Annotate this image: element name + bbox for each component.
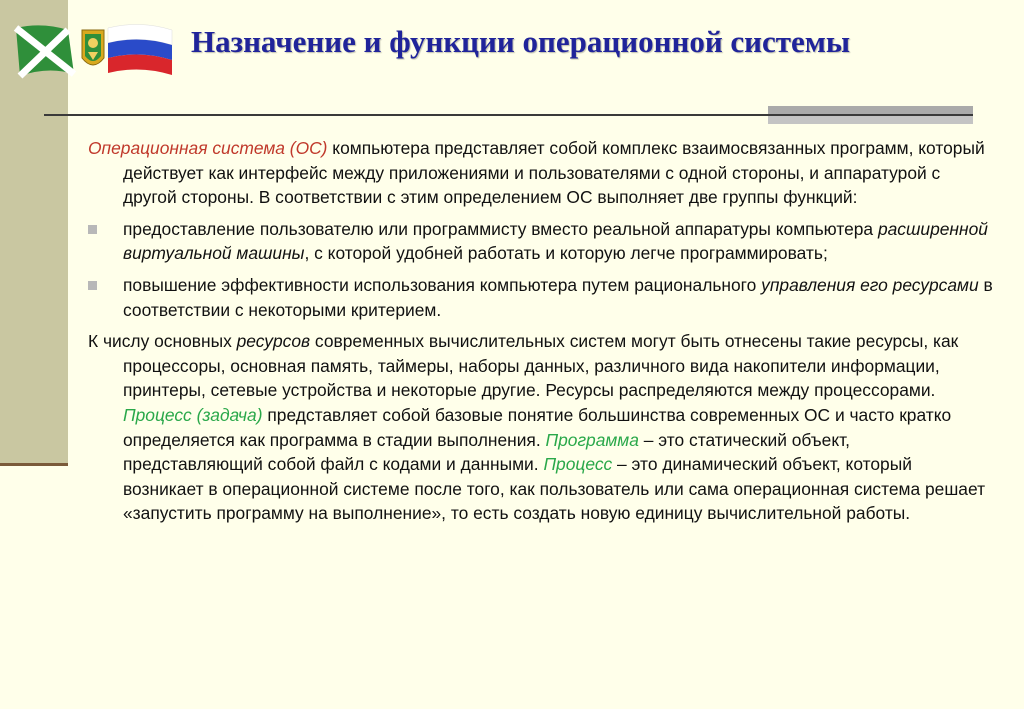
resources-text: – это статический объект, представляющий собой файл с кодами и данными.: [123, 429, 851, 475]
title-accent-bar-lower: [768, 116, 973, 124]
process-task-term: Процесс (задача): [123, 404, 263, 425]
intro-paragraph: [88, 136, 993, 210]
resources-text: – это динамический объект, который возникает в операционной системе после того, как пользователь или сама операционная система решает «запустить программу на выполнение», то есть создать новую единицу вычислительной работы.: [123, 454, 986, 524]
title-underline: [44, 114, 973, 116]
bullet-text-end: в соответствии с некоторыми критерием.: [123, 274, 993, 320]
page-title: Назначение и функции операционной системы: [191, 24, 851, 59]
intro-text: компьютера представляет собой комплекс взаимосвязанных программ, который действует как интерфейс между приложениями и пользователями с одной стороны, и аппаратурой с другой стороны. В соответствии с этим определением ОС выполняет две группы функций:: [123, 138, 985, 208]
list-item: [88, 273, 993, 322]
bullet-emphasis: управления его ресурсами: [761, 274, 979, 295]
resources-text: современных вычислительных систем могут быть отнесены такие ресурсы, как процессоры, основная память, таймеры, наборы данных, различного вида накопители информации, принтеры, сетевые устройства и некоторые другие. Ресурсы распределяются между процессорами.: [123, 331, 959, 401]
customs-flag-emblem-icon: [12, 18, 176, 84]
os-term: Операционная система (ОС): [88, 138, 328, 158]
program-term: Программа: [545, 429, 639, 450]
bullet-text: повышение эффективности использования компьютера путем рационального: [123, 274, 762, 295]
bullet-text: предоставление пользователю или программисту вместо реальной аппаратуры компьютера: [123, 218, 878, 239]
resources-paragraph: [88, 329, 993, 526]
bullet-text-end: , с которой удобней работать и которую легче программировать;: [304, 243, 828, 264]
bullet-emphasis: расширенной виртуальной машины: [123, 218, 988, 264]
list-item: [88, 217, 993, 266]
bullet-square-icon: [88, 281, 97, 290]
slide-body: [88, 136, 993, 533]
left-band-divider: [0, 463, 68, 466]
bullet-square-icon: [88, 225, 97, 234]
resources-text: К числу основных: [88, 331, 237, 352]
resources-term: ресурсов: [236, 331, 311, 352]
process-term: Процесс: [543, 454, 613, 475]
title-accent-bar: [768, 106, 973, 114]
resources-text: представляет собой базовые понятие большинства современных ОС и часто кратко определяется как программа в стадии выполнения.: [123, 404, 952, 450]
